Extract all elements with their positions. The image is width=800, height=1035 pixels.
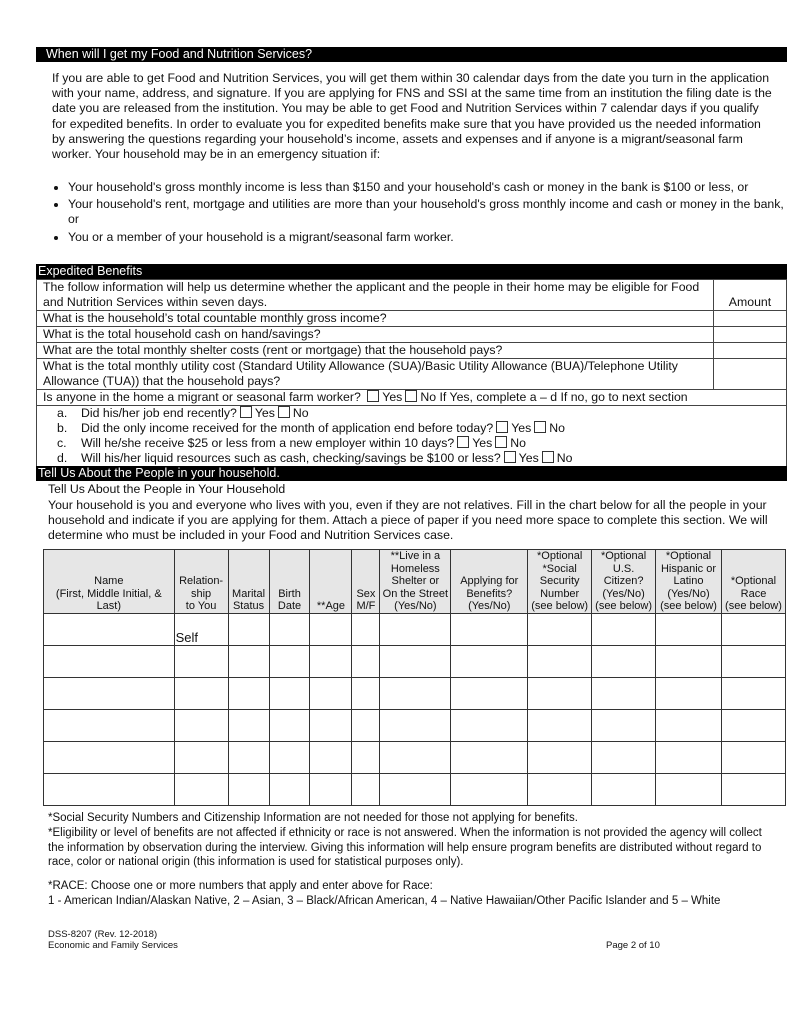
table-cell[interactable] — [721, 613, 785, 645]
column-header: Marital Status — [228, 550, 269, 614]
table-cell[interactable] — [451, 645, 528, 677]
table-cell[interactable] — [380, 709, 451, 741]
table-cell[interactable] — [721, 645, 785, 677]
table-row — [44, 709, 786, 741]
list-item: • You or a member of your household is a migrant/seasonal farm worker. — [68, 230, 788, 245]
section-header-expedited: Expedited Benefits — [36, 264, 787, 279]
table-cell[interactable] — [656, 645, 722, 677]
table-cell[interactable] — [228, 645, 269, 677]
table-cell[interactable] — [592, 741, 656, 773]
table-cell[interactable] — [380, 741, 451, 773]
sub-question-a — [57, 406, 780, 421]
table-cell[interactable] — [528, 741, 592, 773]
table-cell[interactable] — [528, 709, 592, 741]
table-cell[interactable] — [228, 773, 269, 805]
column-header: **Live in a Homeless Shelter or On the Street (Yes/No) — [380, 550, 451, 614]
question-text: Did the only income received for the month of application end before today? — [81, 421, 494, 435]
table-cell[interactable] — [44, 645, 175, 677]
migrant-instructions: If Yes, complete a – d If no, go to next section — [439, 390, 688, 404]
table-cell[interactable] — [352, 709, 380, 741]
column-header: Sex M/F — [352, 550, 380, 614]
table-cell[interactable] — [228, 613, 269, 645]
no-label: No — [549, 421, 565, 435]
question-utility: What is the total monthly utility cost (Standard Utility Allowance (SUA)/Basic Utility Allowance (BUA)/Telephone Utility Allowance (TUA)) that the household pays? — [37, 359, 714, 390]
migrant-question: Is anyone in the home a migrant or seasonal farm worker? — [43, 390, 361, 404]
table-cell[interactable] — [44, 613, 175, 645]
no-checkbox[interactable] — [542, 451, 554, 463]
column-header: *Optional U.S. Citizen? (Yes/No) (see below) — [592, 550, 656, 614]
table-cell[interactable] — [451, 613, 528, 645]
table-cell[interactable] — [380, 773, 451, 805]
column-header: Applying for Benefits? (Yes/No) — [451, 550, 528, 614]
table-cell[interactable] — [721, 773, 785, 805]
item-letter: c. — [57, 436, 67, 450]
table-cell[interactable] — [528, 645, 592, 677]
table-cell[interactable] — [174, 645, 228, 677]
question-text: Did his/her job end recently? — [81, 406, 237, 420]
table-cell[interactable] — [228, 709, 269, 741]
table-cell[interactable] — [310, 709, 352, 741]
no-label: No — [556, 451, 573, 465]
table-cell[interactable] — [174, 709, 228, 741]
table-cell[interactable] — [592, 613, 656, 645]
table-cell[interactable] — [174, 773, 228, 805]
table-row — [44, 645, 786, 677]
table-cell[interactable] — [352, 773, 380, 805]
people-paragraph: Your household is you and everyone who lives with you, even if they are not relatives. Fill in the chart below for all the people in your household and indicate if you are applying for them. Attach a piece of paper if you need more space to complete this section. We will determine who must be included in your Food and Nutrition Services case. — [48, 498, 768, 543]
eligibility-note: *Eligibility or level of benefits are not affected if ethnicity or race is not answered. When the information is not provided the agency will collect the information by observation during the interview. Giving this information will help ensure program benefits are distributed without regard to race, color or national origin (this information is used for statistical purposes only). — [48, 827, 762, 868]
item-letter: d. — [57, 451, 68, 465]
table-cell[interactable] — [44, 741, 175, 773]
table-cell[interactable] — [592, 677, 656, 709]
table-cell[interactable] — [721, 677, 785, 709]
question-text: Will his/her liquid resources such as cash, checking/savings be $100 or less? — [81, 451, 501, 465]
timing-paragraph: If you are able to get Food and Nutrition Services, you will get them within 30 calendar days from the date you turn in the application with your name, address, and signature. If you are applying for FNS and SSI at the same time from an institution the filing date is the date you are released from the institution. You may be able to get Food and Nutrition Services within 7 calendar days if you qualify for expedited benefits. In order to evaluate you for expedited benefits make sure that you have provided us the needed information by answering the questions regarding your household’s income, assets and expenses and if anyone is a migrant/seasonal farm worker. Your household may be in an emergency situation if: — [52, 71, 772, 162]
question-shelter: What are the total monthly shelter costs (rent or mortgage) that the household pays? — [37, 343, 714, 359]
migrant-yes-checkbox[interactable] — [367, 390, 379, 402]
household-table — [43, 549, 786, 806]
race-codes: 1 - American Indian/Alaskan Native, 2 – Asian, 3 – Black/African American, 4 – Native Hawaiian/Other Pacific Islander and 5 – White — [48, 895, 721, 907]
table-cell[interactable] — [44, 773, 175, 805]
table-cell[interactable] — [451, 741, 528, 773]
table-cell[interactable] — [174, 677, 228, 709]
table-cell[interactable] — [174, 741, 228, 773]
sub-question-b — [57, 421, 780, 436]
table-cell[interactable] — [310, 773, 352, 805]
table-cell[interactable] — [352, 613, 380, 645]
yes-label: Yes — [511, 421, 532, 435]
table-cell[interactable] — [528, 677, 592, 709]
table-cell[interactable] — [528, 773, 592, 805]
table-cell[interactable] — [352, 677, 380, 709]
table-cell[interactable] — [310, 741, 352, 773]
question-cash: What is the total household cash on hand/savings? — [37, 327, 714, 343]
list-item: • Your household's rent, mortgage and utilities are more than your household's gross monthly income and cash or money in the bank, or — [68, 197, 788, 227]
amount-cash-input[interactable] — [714, 327, 787, 343]
table-cell[interactable] — [352, 741, 380, 773]
department: Economic and Family Services — [48, 940, 178, 951]
question-income: What is the household’s total countable monthly gross income? — [37, 311, 714, 327]
migrant-sub-questions — [37, 406, 787, 467]
yes-label: Yes — [382, 390, 403, 404]
table-cell[interactable] — [352, 645, 380, 677]
table-cell[interactable] — [592, 773, 656, 805]
table-cell[interactable] — [228, 741, 269, 773]
yes-label: Yes — [254, 406, 275, 420]
column-header: *Optional *Social Security Number (see below) — [528, 550, 592, 614]
table-cell[interactable] — [380, 613, 451, 645]
no-label: No — [510, 436, 526, 450]
question-text: Will he/she receive $25 or less from a new employer within 10 days? — [81, 436, 455, 450]
table-cell[interactable] — [528, 613, 592, 645]
expedited-table — [36, 279, 787, 467]
table-cell[interactable] — [656, 613, 722, 645]
yes-checkbox[interactable] — [496, 421, 508, 433]
migrant-no-checkbox[interactable] — [405, 390, 417, 402]
table-cell[interactable] — [592, 645, 656, 677]
table-cell[interactable] — [721, 741, 785, 773]
table-row — [44, 773, 786, 805]
migrant-question-row — [37, 390, 787, 406]
sub-question-c — [57, 436, 780, 451]
table-cell[interactable] — [269, 645, 310, 677]
table-row — [44, 613, 786, 645]
table-cell[interactable] — [380, 645, 451, 677]
amount-shelter-input[interactable] — [714, 343, 787, 359]
column-header: Birth Date — [269, 550, 310, 614]
table-cell[interactable] — [721, 709, 785, 741]
yes-checkbox[interactable] — [504, 451, 516, 463]
table-cell[interactable] — [269, 709, 310, 741]
no-checkbox[interactable] — [534, 421, 546, 433]
no-label: No — [420, 390, 437, 404]
section-header-people: Tell Us About the People in your household. — [36, 466, 787, 481]
table-cell[interactable] — [269, 677, 310, 709]
table-cell[interactable] — [44, 709, 175, 741]
amount-header: Amount — [714, 280, 787, 311]
table-cell[interactable] — [310, 613, 352, 645]
amount-utility-input[interactable] — [714, 359, 787, 390]
table-cell[interactable] — [656, 741, 722, 773]
people-subtitle: Tell Us About the People in Your Household — [48, 482, 286, 496]
sub-question-d — [57, 451, 780, 466]
form-number: DSS-8207 (Rev. 12-2018) — [48, 929, 158, 940]
relationship-self[interactable]: Self — [174, 613, 228, 645]
no-checkbox[interactable] — [278, 406, 290, 418]
item-letter: b. — [57, 421, 68, 435]
ssn-note: *Social Security Numbers and Citizenship Information are not needed for those not applying for benefits. — [48, 812, 578, 824]
yes-checkbox[interactable] — [240, 406, 252, 418]
table-cell[interactable] — [228, 677, 269, 709]
page-number: Page 2 of 10 — [606, 940, 660, 951]
table-cell[interactable] — [269, 613, 310, 645]
no-label: No — [292, 406, 309, 420]
race-note: *RACE: Choose one or more numbers that apply and enter above for Race: — [48, 880, 433, 892]
table-cell[interactable] — [656, 709, 722, 741]
amount-income-input[interactable] — [714, 311, 787, 327]
table-cell[interactable] — [656, 773, 722, 805]
list-item: • Your household's gross monthly income is less than $150 and your household's cash or money in the bank is $100 or less, or — [68, 180, 788, 195]
column-header: Name (First, Middle Initial, & Last) — [44, 550, 175, 614]
yes-label: Yes — [518, 451, 539, 465]
table-cell[interactable] — [269, 773, 310, 805]
yes-label: Yes — [472, 436, 493, 450]
column-header: *Optional Race (see below) — [721, 550, 785, 614]
table-row — [44, 677, 786, 709]
table-cell[interactable] — [269, 741, 310, 773]
table-row — [44, 741, 786, 773]
table-cell[interactable] — [451, 677, 528, 709]
emergency-list — [52, 180, 788, 247]
table-cell[interactable] — [310, 677, 352, 709]
section-header-food-services: When will I get my Food and Nutrition Services? — [36, 47, 787, 62]
table-cell[interactable] — [380, 677, 451, 709]
item-letter: a. — [57, 406, 68, 420]
expedited-intro: The follow information will help us determine whether the applicant and the people in their home may be eligible for Food and Nutrition Services within seven days. — [37, 280, 714, 311]
yes-checkbox[interactable] — [457, 436, 469, 448]
table-cell[interactable] — [592, 709, 656, 741]
table-cell[interactable] — [656, 677, 722, 709]
table-cell[interactable] — [451, 709, 528, 741]
column-header: Relation- ship to You — [174, 550, 228, 614]
column-header: *Optional Hispanic or Latino (Yes/No) (see below) — [656, 550, 722, 614]
column-header: **Age — [310, 550, 352, 614]
table-cell[interactable] — [310, 645, 352, 677]
table-cell[interactable] — [451, 773, 528, 805]
no-checkbox[interactable] — [495, 436, 507, 448]
table-cell[interactable] — [44, 677, 175, 709]
